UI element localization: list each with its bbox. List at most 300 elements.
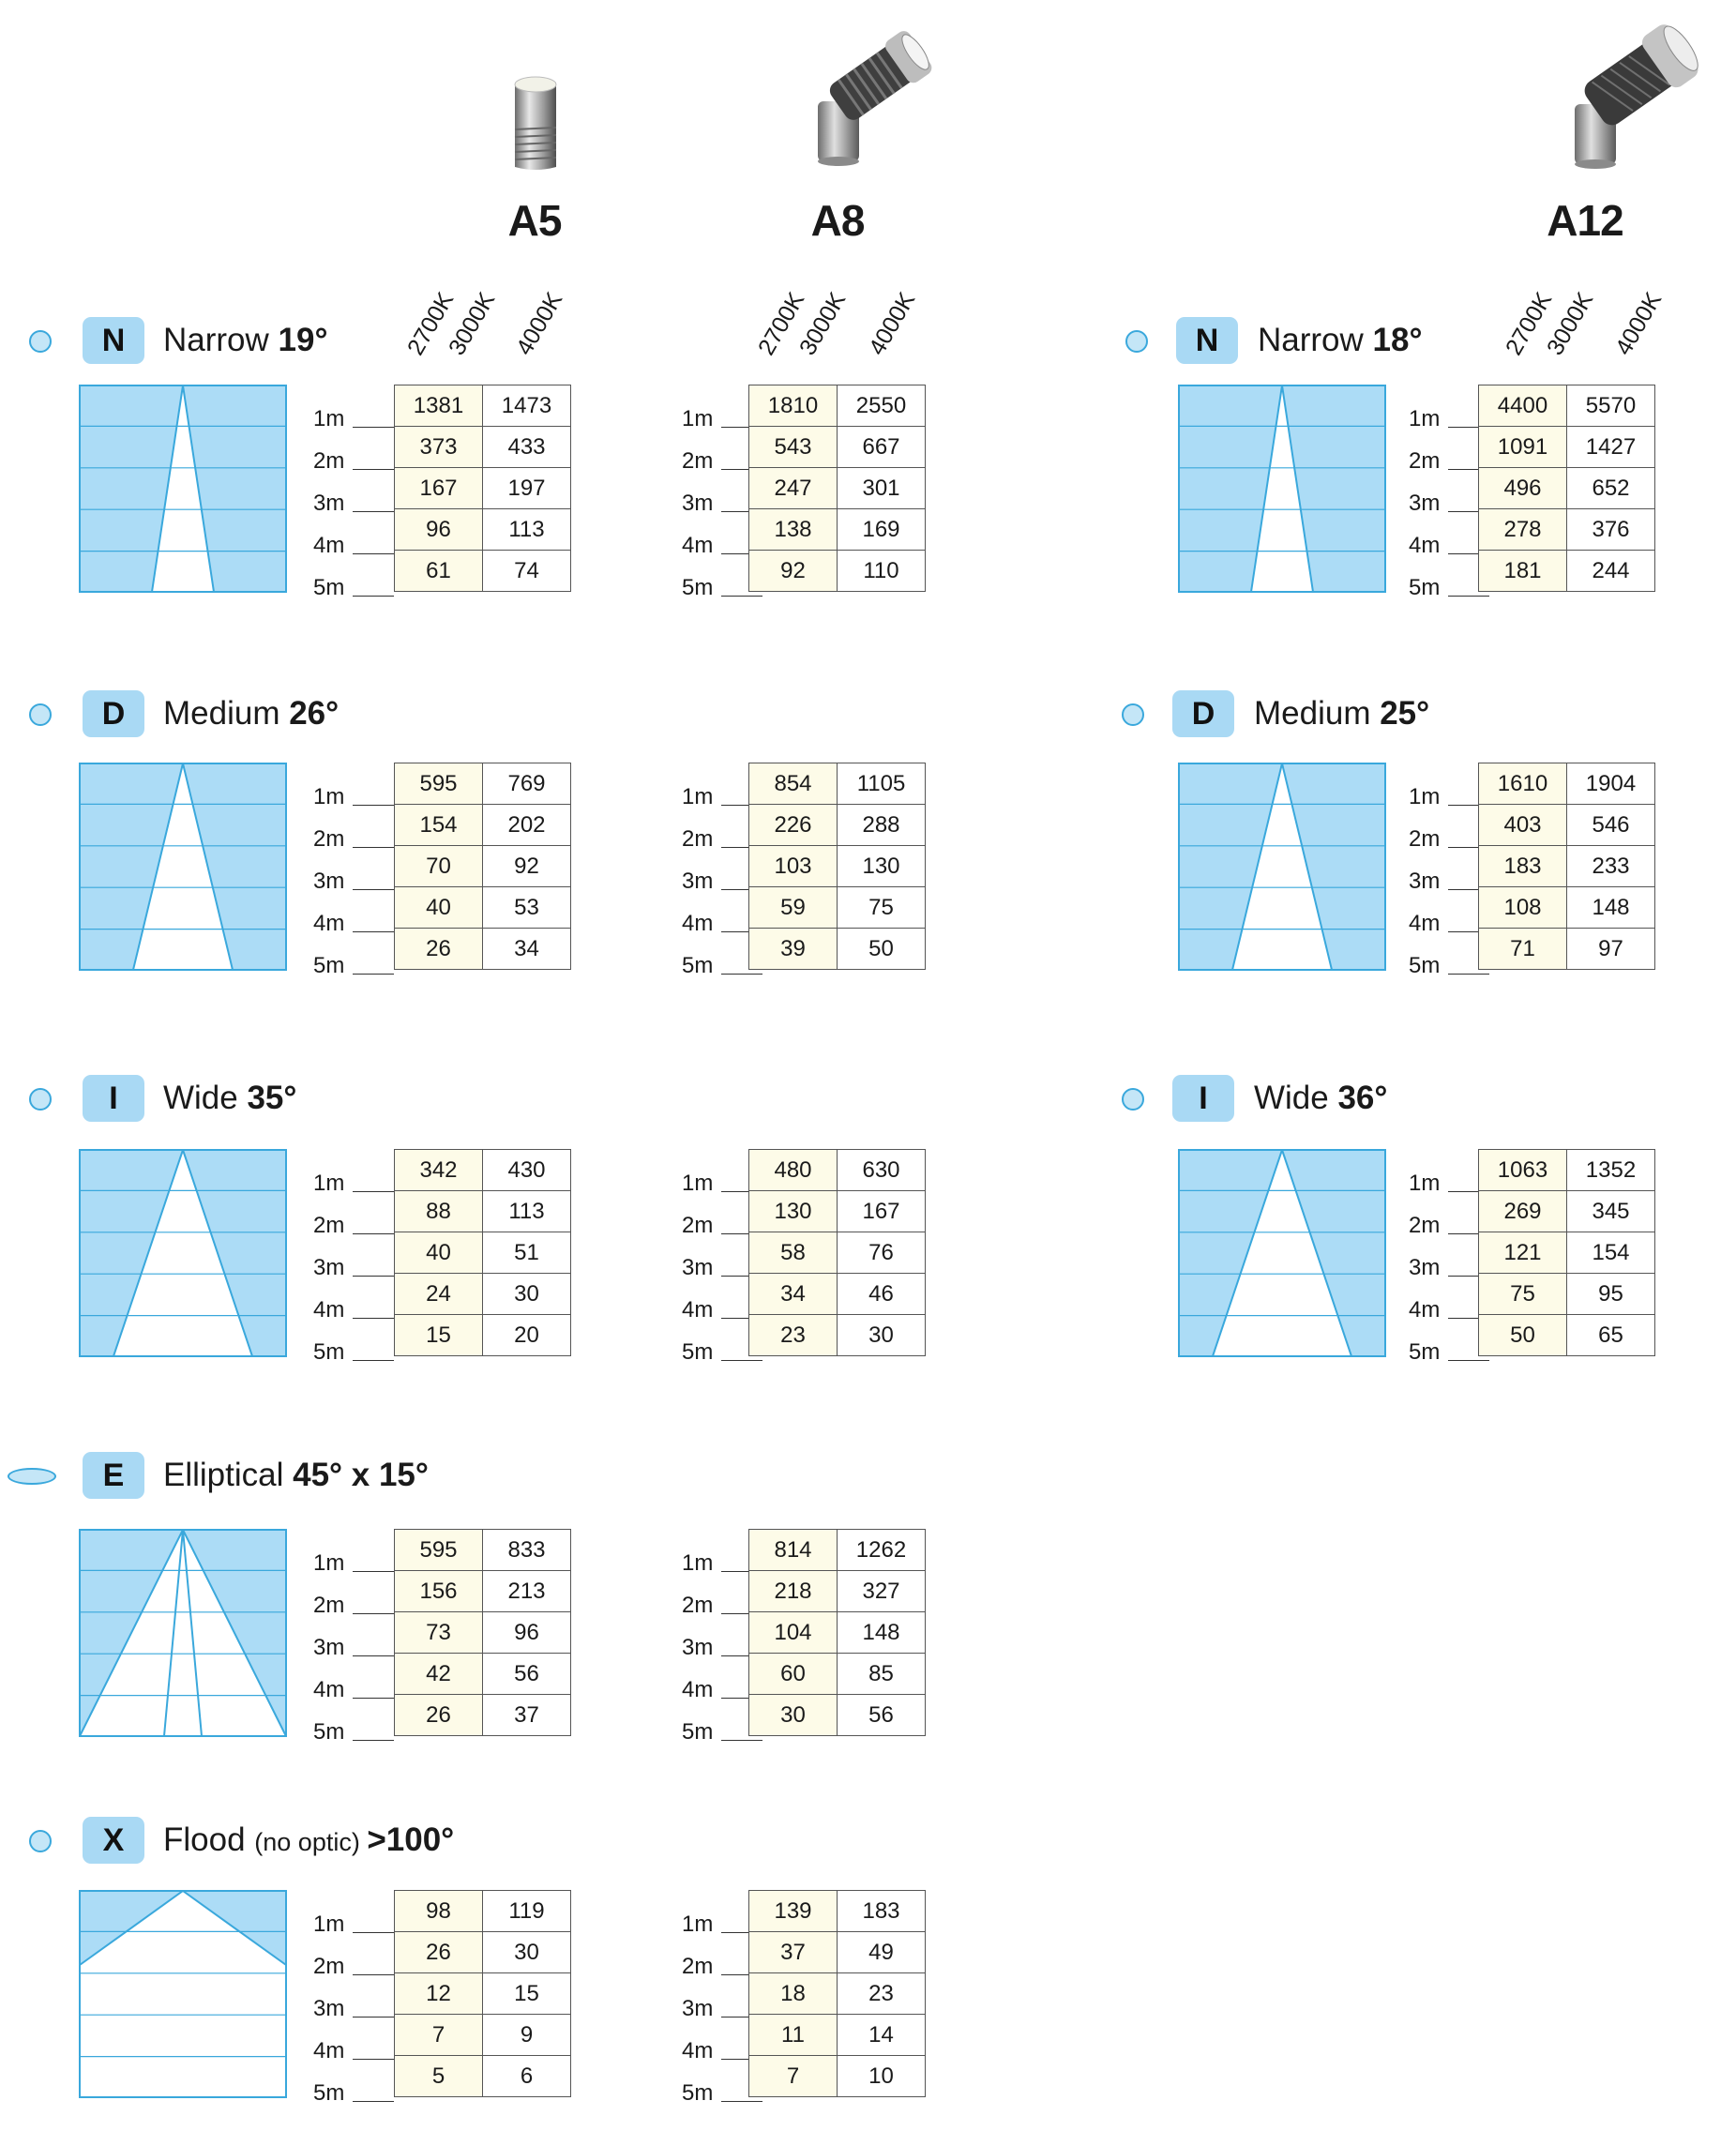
distance-label: 2m (313, 1954, 345, 1979)
lux-value-cell: 23 (749, 1315, 838, 1356)
beam-diagram (79, 1149, 287, 1357)
distance-label: 3m (682, 1255, 714, 1280)
leader-line (353, 931, 394, 932)
distance-label: 5m (313, 2080, 345, 2106)
distance-label: 1m (1409, 1171, 1441, 1196)
lux-value-cell: 30 (483, 1274, 571, 1315)
optic-note: (no optic) (254, 1828, 368, 1856)
distance-row (309, 1700, 394, 1745)
lux-value-cell: 34 (483, 929, 571, 970)
lux-value-cell: 167 (395, 468, 483, 509)
leader-line (721, 1360, 762, 1361)
distance-row (1405, 1151, 1489, 1196)
distance-labels (309, 1151, 394, 1365)
lux-value-cell: 6 (483, 2056, 571, 2097)
beam-shape-icon (29, 1830, 52, 1852)
lux-value-cell: 1262 (838, 1530, 926, 1571)
lux-table-a8 (748, 1149, 926, 1356)
beam-shape-icon (29, 330, 52, 353)
distance-row (309, 2018, 394, 2061)
lux-value-cell: 156 (395, 1571, 483, 1612)
lux-value-cell: 854 (749, 763, 838, 805)
leader-line (721, 2101, 762, 2102)
beam-diagram (79, 385, 287, 593)
distance-row (309, 933, 394, 978)
table-row (749, 1274, 926, 1315)
distance-row (1405, 1320, 1489, 1365)
optic-label: Flood (163, 1821, 255, 1858)
distance-row (1405, 1193, 1489, 1238)
lux-value-cell: 1063 (1479, 1150, 1567, 1191)
lux-value-cell: 70 (395, 846, 483, 887)
lux-value-cell: 543 (749, 427, 838, 468)
temp-header-a5-2700k: 2700K (401, 287, 460, 360)
optic-label: Narrow (163, 322, 279, 358)
beam-shape-icon (1122, 703, 1144, 726)
lux-value-cell: 40 (395, 1232, 483, 1274)
leader-line (353, 805, 394, 806)
table-row (395, 1973, 571, 2015)
lux-value-cell: 12 (395, 1973, 483, 2015)
lux-value-cell: 61 (395, 551, 483, 592)
table-row (395, 2056, 571, 2097)
distance-label: 2m (682, 1213, 714, 1238)
lux-value-cell: 181 (1479, 551, 1567, 592)
lux-value-cell: 30 (483, 1932, 571, 1973)
distance-row (309, 891, 394, 936)
distance-label: 4m (313, 2038, 345, 2063)
table-row (749, 1973, 926, 2015)
lux-value-cell: 104 (749, 1612, 838, 1654)
lux-value-cell: 7 (749, 2056, 838, 2097)
distance-label: 1m (682, 1912, 714, 1937)
table-row (749, 805, 926, 846)
lux-value-cell: 53 (483, 887, 571, 929)
distance-label: 5m (313, 1719, 345, 1745)
lux-value-cell: 814 (749, 1530, 838, 1571)
lux-value-cell: 113 (483, 1191, 571, 1232)
distance-label: 3m (682, 1635, 714, 1660)
distance-labels (309, 1531, 394, 1745)
distance-label: 2m (682, 1593, 714, 1618)
table-row (749, 1612, 926, 1654)
leader-line (353, 1360, 394, 1361)
leader-line (353, 427, 394, 428)
distance-row (1405, 471, 1489, 516)
distance-row (309, 513, 394, 558)
distance-label: 4m (313, 1677, 345, 1702)
optic-angle: 35° (247, 1080, 297, 1116)
lux-value-cell: 1610 (1479, 763, 1567, 805)
distance-label: 3m (313, 1996, 345, 2021)
lux-value-cell: 108 (1479, 887, 1567, 929)
beam-diagram (1178, 1149, 1386, 1357)
distance-labels (309, 764, 394, 978)
distance-row (309, 1235, 394, 1280)
lux-value-cell: 58 (749, 1232, 838, 1274)
table-row (395, 1695, 571, 1736)
leader-line (1448, 596, 1489, 597)
table-row (749, 929, 926, 970)
optic-angle: >100° (367, 1821, 455, 1858)
table-row (395, 1530, 571, 1571)
product-image-a8 (805, 26, 936, 172)
distance-row (1405, 1277, 1489, 1320)
table-row (749, 2056, 926, 2097)
lux-value-cell: 7 (395, 2015, 483, 2056)
table-row (749, 1150, 926, 1191)
optic-title-left (163, 317, 327, 364)
lux-value-cell: 154 (1567, 1232, 1655, 1274)
distance-label: 1m (313, 1912, 345, 1937)
optic-badge: I (1172, 1075, 1234, 1122)
table-row (1479, 1315, 1655, 1356)
lux-value-cell: 148 (838, 1612, 926, 1654)
lux-value-cell: 10 (838, 2056, 926, 2097)
distance-label: 5m (313, 575, 345, 600)
leader-line (1448, 1360, 1489, 1361)
lux-value-cell: 433 (483, 427, 571, 468)
distance-label: 5m (313, 1339, 345, 1365)
optic-label: Wide (163, 1080, 248, 1116)
distance-label: 2m (313, 826, 345, 852)
lux-value-cell: 119 (483, 1891, 571, 1932)
leader-line (1448, 974, 1489, 975)
distance-label: 2m (1409, 826, 1441, 852)
optic-badge: E (83, 1452, 144, 1499)
leader-line (353, 1740, 394, 1741)
lux-value-cell: 139 (749, 1891, 838, 1932)
lux-value-cell: 183 (838, 1891, 926, 1932)
distance-labels (1405, 386, 1489, 600)
lux-value-cell: 18 (749, 1973, 838, 2015)
distance-label: 4m (313, 911, 345, 936)
lux-value-cell: 301 (838, 468, 926, 509)
lux-table-a5 (394, 763, 571, 970)
lux-value-cell: 56 (838, 1695, 926, 1736)
lux-value-cell: 183 (1479, 846, 1567, 887)
lux-value-cell: 96 (483, 1612, 571, 1654)
leader-line (353, 1276, 394, 1277)
lux-value-cell: 92 (483, 846, 571, 887)
table-row (395, 1150, 571, 1191)
lux-value-cell: 37 (483, 1695, 571, 1736)
table-row (395, 509, 571, 551)
lux-value-cell: 92 (749, 551, 838, 592)
beam-diagram (79, 1529, 287, 1737)
lux-value-cell: 496 (1479, 468, 1567, 509)
lux-value-cell: 76 (838, 1232, 926, 1274)
lux-value-cell: 1904 (1567, 763, 1655, 805)
lux-table-a5 (394, 1529, 571, 1736)
optic-badge: I (83, 1075, 144, 1122)
lux-value-cell: 244 (1567, 551, 1655, 592)
table-row (1479, 468, 1655, 509)
distance-label: 1m (682, 1550, 714, 1576)
table-row (1479, 805, 1655, 846)
distance-label: 3m (313, 869, 345, 894)
distance-labels (1405, 764, 1489, 978)
distance-row (309, 764, 394, 807)
lux-value-cell: 75 (1479, 1274, 1567, 1315)
lux-value-cell: 15 (483, 1973, 571, 2015)
lux-value-cell: 49 (838, 1932, 926, 1973)
optic-label: Elliptical (163, 1457, 294, 1493)
distance-label: 5m (313, 953, 345, 978)
table-row (395, 1932, 571, 1973)
leader-line (353, 1318, 394, 1319)
table-row (749, 846, 926, 887)
lux-value-cell: 9 (483, 2015, 571, 2056)
lux-value-cell: 23 (838, 1973, 926, 2015)
leader-line (353, 1974, 394, 1975)
lux-value-cell: 26 (395, 929, 483, 970)
distance-label: 3m (1409, 1255, 1441, 1280)
distance-row (309, 1277, 394, 1320)
lux-value-cell: 148 (1567, 887, 1655, 929)
lux-value-cell: 1810 (749, 385, 838, 427)
leader-line (353, 847, 394, 848)
lux-value-cell: 376 (1567, 509, 1655, 551)
temp-header-a12-4000k: 4000K (1609, 287, 1668, 360)
lux-value-cell: 50 (838, 929, 926, 970)
distance-row (309, 1573, 394, 1618)
lux-value-cell: 403 (1479, 805, 1567, 846)
table-row (1479, 551, 1655, 592)
distance-label: 5m (1409, 575, 1441, 600)
lux-value-cell: 97 (1567, 929, 1655, 970)
temp-header-a8-3000k: 3000K (793, 287, 852, 360)
distance-row (309, 386, 394, 429)
lux-value-cell: 373 (395, 427, 483, 468)
lux-table-a5 (394, 1890, 571, 2097)
distance-label: 2m (313, 1593, 345, 1618)
distance-label: 5m (682, 575, 714, 600)
table-row (395, 468, 571, 509)
lux-value-cell: 26 (395, 1695, 483, 1736)
lux-table-a8 (748, 1529, 926, 1736)
lux-value-cell: 88 (395, 1191, 483, 1232)
optic-label: Medium (163, 695, 290, 732)
lux-value-cell: 11 (749, 2015, 838, 2056)
optic-title-right (1254, 690, 1429, 737)
table-row (749, 1932, 926, 1973)
optic-title-left (163, 1075, 296, 1122)
leader-line (353, 469, 394, 470)
leader-line (721, 596, 762, 597)
beam-diagram (1178, 385, 1386, 593)
optic-title-right (1254, 1075, 1387, 1122)
distance-row (309, 471, 394, 516)
leader-line (353, 2101, 394, 2102)
table-row (749, 1571, 926, 1612)
beam-shape-icon (29, 1088, 52, 1111)
lux-value-cell: 113 (483, 509, 571, 551)
optic-title-left (163, 1817, 454, 1866)
lux-value-cell: 667 (838, 427, 926, 468)
lux-value-cell: 5570 (1567, 385, 1655, 427)
table-row (395, 805, 571, 846)
distance-row (1405, 807, 1489, 852)
optic-angle: 45° x 15° (293, 1457, 429, 1493)
lux-value-cell: 327 (838, 1571, 926, 1612)
lux-value-cell: 4400 (1479, 385, 1567, 427)
distance-label: 4m (682, 911, 714, 936)
leader-line (353, 1613, 394, 1614)
lux-value-cell: 130 (749, 1191, 838, 1232)
distance-label: 2m (313, 448, 345, 474)
table-row (749, 1315, 926, 1356)
table-row (395, 1654, 571, 1695)
lux-value-cell: 59 (749, 887, 838, 929)
distance-labels (1405, 1151, 1489, 1365)
lux-value-cell: 20 (483, 1315, 571, 1356)
lux-value-cell: 167 (838, 1191, 926, 1232)
table-row (749, 2015, 926, 2056)
distance-label: 2m (313, 1213, 345, 1238)
optic-angle: 18° (1372, 322, 1423, 358)
table-row (1479, 1150, 1655, 1191)
lux-value-cell: 46 (838, 1274, 926, 1315)
optic-angle: 26° (289, 695, 340, 732)
lux-value-cell: 1427 (1567, 427, 1655, 468)
distance-label: 2m (682, 826, 714, 852)
lux-value-cell: 226 (749, 805, 838, 846)
optic-label: Wide (1254, 1080, 1338, 1116)
lux-table-a5 (394, 385, 571, 592)
leader-line (353, 1655, 394, 1656)
beam-shape-icon (1125, 330, 1148, 353)
distance-row (309, 1151, 394, 1196)
distance-row (1405, 764, 1489, 807)
table-row (1479, 385, 1655, 427)
lux-value-cell: 121 (1479, 1232, 1567, 1274)
lux-value-cell: 74 (483, 551, 571, 592)
lux-value-cell: 213 (483, 1571, 571, 1612)
distance-row (1405, 849, 1489, 894)
distance-row (309, 1657, 394, 1700)
distance-label: 2m (1409, 1213, 1441, 1238)
distance-row (1405, 429, 1489, 474)
table-row (1479, 427, 1655, 468)
lux-value-cell: 65 (1567, 1315, 1655, 1356)
lux-value-cell: 15 (395, 1315, 483, 1356)
table-row (395, 929, 571, 970)
lux-value-cell: 30 (749, 1695, 838, 1736)
lux-value-cell: 233 (1567, 846, 1655, 887)
distance-label: 4m (682, 2038, 714, 2063)
table-row (1479, 763, 1655, 805)
lux-value-cell: 247 (749, 468, 838, 509)
table-row (395, 1891, 571, 1932)
lux-table-a12 (1478, 763, 1655, 970)
optic-angle: 19° (278, 322, 328, 358)
table-row (749, 763, 926, 805)
lux-value-cell: 595 (395, 1530, 483, 1571)
distance-label: 5m (1409, 1339, 1441, 1365)
optic-title-left (163, 1452, 429, 1499)
lux-value-cell: 95 (1567, 1274, 1655, 1315)
optic-title-right (1258, 317, 1422, 364)
lux-value-cell: 1091 (1479, 427, 1567, 468)
table-row (1479, 887, 1655, 929)
leader-line (353, 1698, 394, 1699)
table-row (395, 551, 571, 592)
lux-value-cell: 85 (838, 1654, 926, 1695)
lux-value-cell: 73 (395, 1612, 483, 1654)
table-row (749, 1695, 926, 1736)
distance-row (309, 555, 394, 600)
lux-value-cell: 14 (838, 2015, 926, 2056)
table-row (1479, 1232, 1655, 1274)
lux-value-cell: 1473 (483, 385, 571, 427)
distance-row (309, 849, 394, 894)
distance-label: 1m (1409, 406, 1441, 431)
table-row (749, 1232, 926, 1274)
leader-line (353, 596, 394, 597)
distance-row (309, 1934, 394, 1979)
lux-value-cell: 24 (395, 1274, 483, 1315)
table-row (395, 2015, 571, 2056)
temp-header-a5-3000k: 3000K (443, 287, 501, 360)
optic-badge: N (1176, 317, 1238, 364)
lux-value-cell: 75 (838, 887, 926, 929)
beam-diagram (1178, 763, 1386, 971)
lux-value-cell: 595 (395, 763, 483, 805)
optic-badge: D (1172, 690, 1234, 737)
distance-label: 4m (313, 1297, 345, 1322)
optic-badge: N (83, 317, 144, 364)
distance-row (309, 1531, 394, 1576)
distance-label: 1m (1409, 784, 1441, 809)
lux-value-cell: 769 (483, 763, 571, 805)
leader-line (353, 889, 394, 890)
optic-badge: D (83, 690, 144, 737)
lux-value-cell: 197 (483, 468, 571, 509)
lux-table-a5 (394, 1149, 571, 1356)
temp-header-a12-2700k: 2700K (1500, 287, 1558, 360)
lux-value-cell: 546 (1567, 805, 1655, 846)
table-row (395, 846, 571, 887)
lux-table-a8 (748, 763, 926, 970)
distance-label: 4m (682, 1677, 714, 1702)
table-row (749, 385, 926, 427)
lux-value-cell: 56 (483, 1654, 571, 1695)
leader-line (353, 1932, 394, 1933)
table-row (749, 1891, 926, 1932)
leader-line (353, 2059, 394, 2060)
table-row (1479, 846, 1655, 887)
distance-row (1405, 386, 1489, 429)
distance-label: 1m (313, 1171, 345, 1196)
distance-label: 4m (682, 533, 714, 558)
lux-value-cell: 30 (838, 1315, 926, 1356)
table-row (749, 427, 926, 468)
distance-row (1405, 1235, 1489, 1280)
leader-line (353, 1233, 394, 1234)
distance-row (1405, 891, 1489, 936)
table-row (1479, 509, 1655, 551)
distance-label: 1m (313, 1550, 345, 1576)
table-row (749, 509, 926, 551)
distance-row (309, 1892, 394, 1937)
distance-row (309, 429, 394, 474)
lux-value-cell: 1105 (838, 763, 926, 805)
leader-line (353, 511, 394, 512)
optic-label: Medium (1254, 695, 1381, 732)
distance-label: 3m (313, 1255, 345, 1280)
lux-value-cell: 2550 (838, 385, 926, 427)
